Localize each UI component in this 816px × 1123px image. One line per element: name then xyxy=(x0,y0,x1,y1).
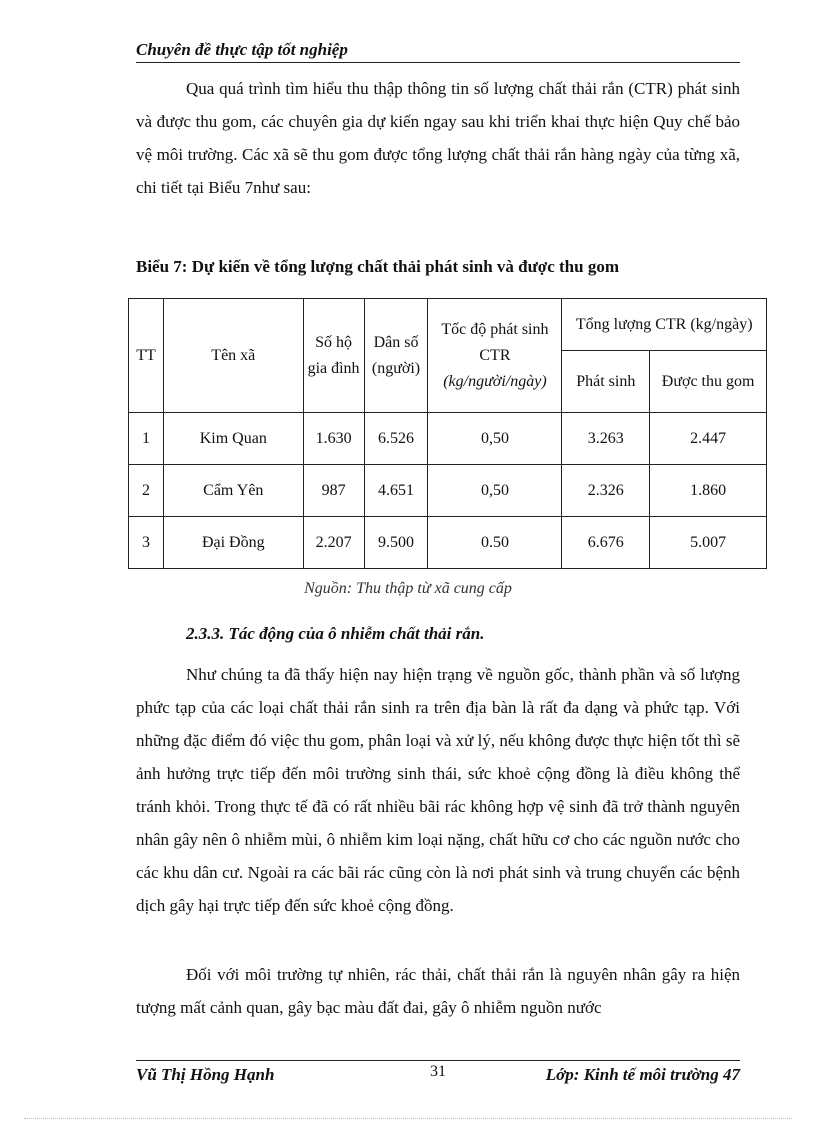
table-row xyxy=(129,517,767,569)
cell-collected: 1.860 xyxy=(650,465,767,517)
cell-tt: 1 xyxy=(129,413,164,465)
section-heading: 2.3.3. Tác động của ô nhiễm chất thải rắn. xyxy=(186,624,485,643)
header-generated: Phát sinh xyxy=(562,351,650,413)
cell-population: 6.526 xyxy=(364,413,428,465)
cell-tt: 2 xyxy=(129,465,164,517)
cell-tt: 3 xyxy=(129,517,164,569)
cell-name: Kim Quan xyxy=(163,413,303,465)
header-tt: TT xyxy=(129,299,164,413)
waste-table xyxy=(128,298,767,569)
cell-generated: 6.676 xyxy=(562,517,650,569)
footer-author: Vũ Thị Hồng Hạnh xyxy=(136,1065,275,1084)
cell-households: 2.207 xyxy=(303,517,364,569)
page-footer xyxy=(136,1060,740,1091)
table-row xyxy=(129,465,767,517)
cell-households: 1.630 xyxy=(303,413,364,465)
cell-rate: 0.50 xyxy=(428,517,562,569)
header-population: Dân số (người) xyxy=(364,299,428,413)
cell-collected: 2.447 xyxy=(650,413,767,465)
cell-population: 4.651 xyxy=(364,465,428,517)
cell-generated: 3.263 xyxy=(562,413,650,465)
header-name: Tên xã xyxy=(163,299,303,413)
footer-class: Lớp: Kinh tế môi trường 47 xyxy=(545,1065,740,1084)
header-rate-unit: (kg/người/ngày) xyxy=(443,372,547,390)
body-paragraph-3: Đối với môi trường tự nhiên, rác thải, chất thải rắn là nguyên nhân gây ra hiện tượng mất cảnh quan, gây bạc màu đất đai, gây ô nhiễm nguồn nước xyxy=(136,965,740,1017)
header-collected: Được thu gom xyxy=(650,351,767,413)
cell-name: Đại Đồng xyxy=(163,517,303,569)
body-paragraph-2: Như chúng ta đã thấy hiện nay hiện trạng về nguồn gốc, thành phần và số lượng phức tạp của các loại chất thải rắn sinh ra trên địa bàn là rất đa dạng và phức tạp. Với những đặc điểm đó việc thu gom, phân loại và xử lý, nếu không được thực hiện tốt thì sẽ ảnh hưởng trực tiếp đến môi trường sinh thái, sức khoẻ cộng đồng là điều không thể tránh khỏi. Trong thực tế đã có rất nhiều bãi rác không hợp vệ sinh đã trở thành nguyên nhân gây nên ô nhiễm mùi, ô nhiễm kim loại nặng, chất hữu cơ cho các nguồn nước cho các khu dân cư. Ngoài ra các bãi rác cũng còn là nơi phát sinh và trung chuyển các bệnh dịch gây hại trực tiếp đến sức khoẻ cộng đồng. xyxy=(136,665,740,915)
header-households: Số hộ gia đình xyxy=(303,299,364,413)
cell-collected: 5.007 xyxy=(650,517,767,569)
table-row xyxy=(129,413,767,465)
cell-generated: 2.326 xyxy=(562,465,650,517)
table-source: Nguồn: Thu thập từ xã cung cấp xyxy=(304,580,512,597)
intro-paragraph: Qua quá trình tìm hiểu thu thập thông tin số lượng chất thải rắn (CTR) phát sinh và được thu gom, các chuyên gia dự kiến ngay sau khi triển khai thực hiện Quy chế bảo vệ môi trường. Các xã sẽ thu gom được tổng lượng chất thải rắn hàng ngày của từng xã, chi tiết tại Biểu 7như sau: xyxy=(136,79,740,197)
header-rate xyxy=(428,299,562,413)
page-header xyxy=(136,40,740,63)
page-number: 31 xyxy=(430,1063,446,1080)
header-title: Chuyên đề thực tập tốt nghiệp xyxy=(136,40,348,59)
table-caption: Biểu 7: Dự kiến về tổng lượng chất thải phát sinh và được thu gom xyxy=(136,257,619,276)
bottom-dotted-divider xyxy=(24,1118,792,1119)
cell-households: 987 xyxy=(303,465,364,517)
header-total: Tổng lượng CTR (kg/ngày) xyxy=(562,299,767,351)
cell-rate: 0,50 xyxy=(428,413,562,465)
cell-population: 9.500 xyxy=(364,517,428,569)
header-rate-label: Tốc độ phát sinh CTR xyxy=(441,320,549,364)
cell-name: Cẩm Yên xyxy=(163,465,303,517)
cell-rate: 0,50 xyxy=(428,465,562,517)
